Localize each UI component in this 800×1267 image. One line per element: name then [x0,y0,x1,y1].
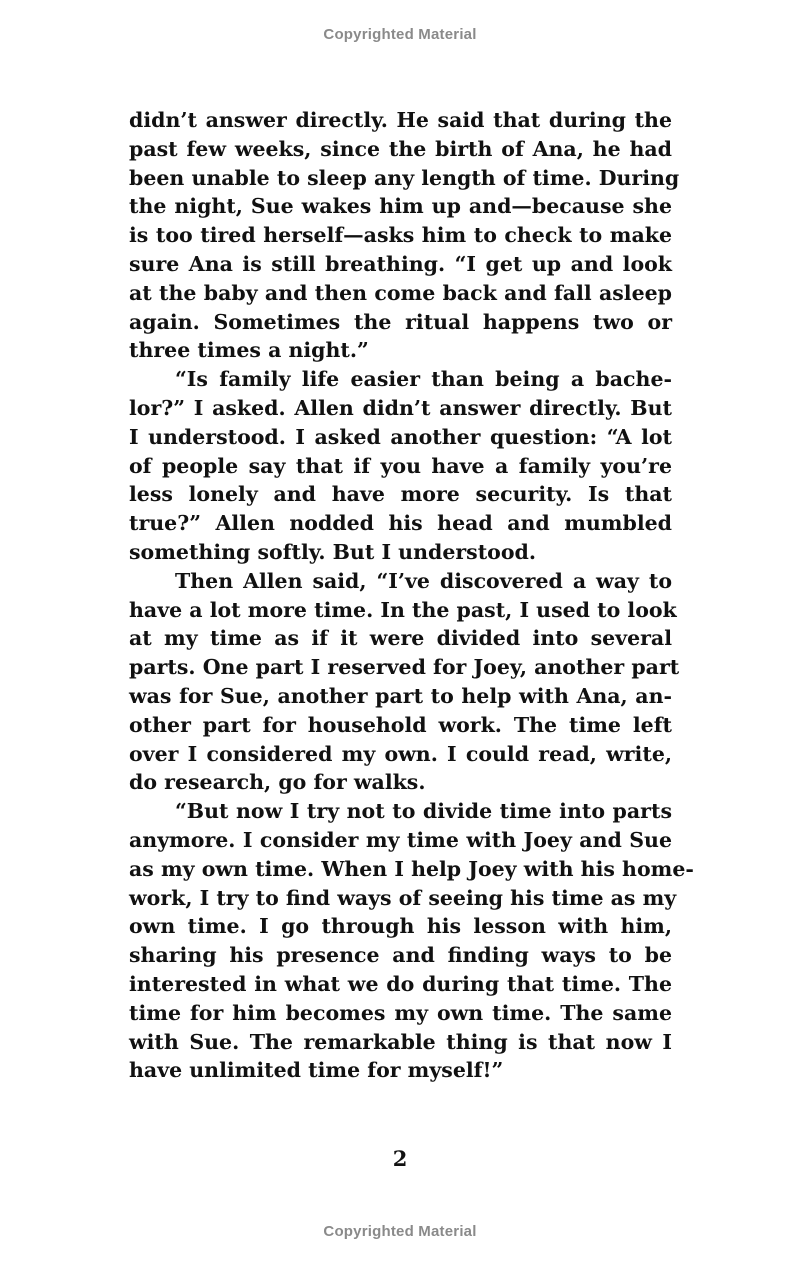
text-line: with Sue. The remarkable thing is that now I [129,1029,672,1054]
text-line: is too tired herself—asks him to check to make [129,223,672,248]
text-line: other part for household work. The time left [129,712,672,737]
text-line: “Is family life easier than being a bache- [175,367,672,392]
text-line: Then Allen said, “I’ve discovered a way to [175,568,672,593]
text-line: have a lot more time. In the past, I used to look [129,597,677,622]
text-line: sure Ana is still breathing. “I get up and look [129,251,672,276]
text-line: past few weeks, since the birth of Ana, he had [129,136,672,161]
text-line: time for him becomes my own time. The same [129,1000,672,1025]
text-line: at my time as if it were divided into several [129,626,672,651]
text-line: was for Sue, another part to help with Ana, an- [129,683,672,708]
text-line: three times a night.” [129,338,369,363]
text-line: been unable to sleep any length of time. During [129,165,680,190]
text-line: own time. I go through his lesson with him, [129,914,672,939]
text-line: as my own time. When I help Joey with his home- [129,856,694,881]
text-line: work, I try to find ways of seeing his time as my [129,885,677,910]
text-line: have unlimited time for myself!” [129,1058,504,1083]
text-line: again. Sometimes the ritual happens two or [129,309,672,334]
text-line: anymore. I consider my time with Joey and Sue [129,827,672,852]
page-number: 2 [392,1146,408,1171]
text-line: lor?” I asked. Allen didn’t answer directly. But [129,395,672,420]
text-line: true?” Allen nodded his head and mumbled [129,511,672,536]
text-line: at the baby and then come back and fall asleep [129,280,672,305]
copyright-watermark-bottom: Copyrighted Material [323,1223,477,1240]
text-line: I understood. I asked another question: “A lot [129,424,672,449]
text-line: something softly. But I understood. [129,539,536,564]
copyright-watermark-top: Copyrighted Material [323,26,477,43]
text-line: sharing his presence and finding ways to be [129,943,672,968]
text-line: over I considered my own. I could read, write, [129,741,672,766]
text-line: less lonely and have more security. Is that [129,482,672,507]
text-line: the night, Sue wakes him up and—because she [129,194,672,219]
text-line: of people say that if you have a family you’re [129,453,672,478]
text-line: “But now I try not to divide time into parts [175,799,672,824]
text-line: parts. One part I reserved for Joey, another part [129,655,680,680]
text-line: do research, go for walks. [129,770,426,795]
text-line: interested in what we do during that time. The [129,971,672,996]
page-body [129,106,694,1085]
text-line: didn’t answer directly. He said that during the [129,108,672,132]
